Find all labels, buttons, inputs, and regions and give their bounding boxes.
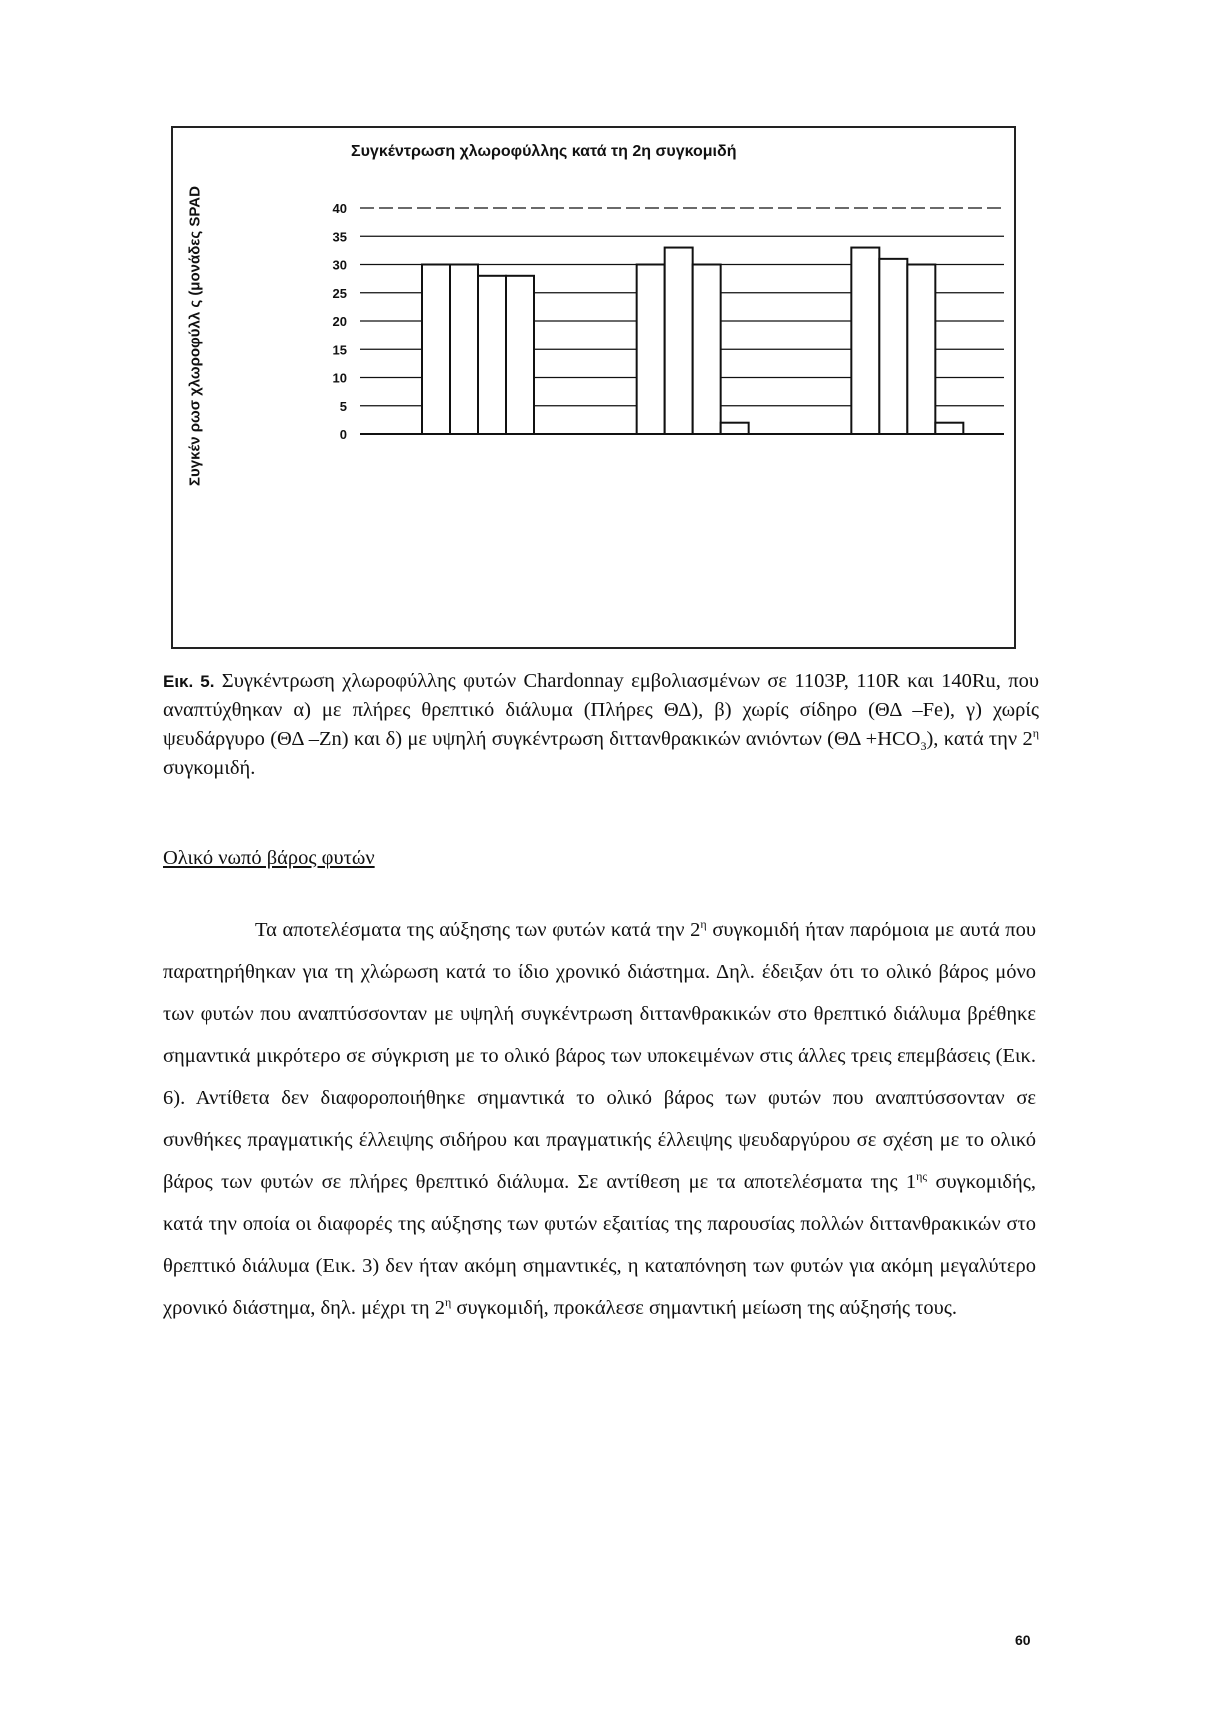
body-text-4: συγκομιδή, προκάλεσε σημαντική μείωση της αύξησής τους. [451,1297,958,1319]
chart-plot [0,0,1207,660]
bar [907,265,935,435]
bar [478,276,506,434]
y-tick-label: 0 [339,427,347,442]
bar [422,265,450,435]
body-paragraph [163,909,1036,1329]
body-text [163,909,1036,1329]
caption-superscript: η [1032,726,1039,741]
y-tick-label: 15 [332,342,347,358]
body-text-1: Τα αποτελέσματα της αύξησης των φυτών κατά την 2 [255,919,701,941]
chart-bars [422,248,963,434]
bar [879,259,907,434]
caption-text-2: ), κατά την 2 [926,728,1033,750]
y-tick-label: 40 [332,201,347,216]
bar [851,248,879,434]
chart-title: Συγκέντρωση χλωροφύλλης κατά τη 2η συγκομιδή [351,143,737,160]
bar [935,423,963,434]
body-text-2: συγκομιδή ήταν παρόμοια με αυτά που παρατηρήθηκαν για τη χλώρωση κατά το ίδιο χρονικό διάστημα. Δηλ. έδειξαν ότι το ολικό βάρος μόνο των φυτών που αναπτύσσονταν με υψηλή συγκέντρωση διττανθρακικών στο θρεπτικό διάλυμα βρέθηκε σημαντικά μικρότερο σε σύγκριση με το ολικό βάρος των υποκειμένων στις άλλες τρεις επεμβάσεις (Εικ. 6). Αντίθετα δεν διαφοροποιήθηκε σημαντικά το ολικό βάρος των φυτών που αναπτύσσονταν σε συνθήκες πραγματικής έλλειψης σιδήρου και πραγματικής έλλειψης ψευδαργύρου σε σχέση με το ολικό βάρος των φυτών σε πλήρες θρεπτικό διάλυμα. Σε αντίθεση με τα αποτελέσματα της 1 [163,919,1037,1193]
bar [450,265,478,435]
section-heading: Ολικό νωπό βάρος φυτών [163,847,375,869]
body-superscript-3: η [445,1295,452,1310]
y-axis-label-text: Συγκέν ρωσ χλωροφύλλ ς (μονάδες SPAD [186,186,204,486]
bar [693,265,721,435]
y-tick-label: 10 [332,370,347,386]
y-tick-label: 30 [332,257,347,273]
y-tick-label: 25 [332,285,347,301]
caption-text-1: Συγκέντρωση χλωροφύλλης φυτών Chardonnay εμβολιασμένων σε 1103P, 110R και 140Ru, που αναπτύχθηκαν α) με πλήρες θρεπτικό διάλυμα (Πλήρες ΘΔ), β) χωρίς σίδηρο (ΘΔ –Fe), γ) χωρίς ψευδάργυρο (ΘΔ –Zn) και δ) με υψηλή συγκέντρωση διττανθρακικών ανιόντων (ΘΔ +HCO [163,670,1039,750]
body-superscript-2: ης [916,1169,928,1184]
caption-text-3: συγκομιδή. [163,757,256,779]
bar [506,276,534,434]
y-tick-label: 5 [339,398,347,414]
body-superscript-1: η [700,917,707,932]
caption-label: Εικ. 5. [163,672,215,691]
bar [637,265,665,435]
bar [721,423,749,434]
chart-y-ticks [333,201,347,442]
body-text-3: συγκομιδής, κατά την οποία οι διαφορές της αύξησης των φυτών εξαιτίας της παρουσίας πολλών διττανθρακικών στο θρεπτικό διάλυμα (Εικ. 3) δεν ήταν ακόμη σημαντικές, η καταπόνηση των φυτών για ακόμη μεγαλύτερο χρονικό διάστημα, δηλ. μέχρι τη 2 [163,1171,1036,1319]
page-number: 60 [1015,1632,1031,1648]
caption-subscript: 3 [920,739,927,754]
bar [665,248,693,434]
y-tick-label: 20 [332,314,347,329]
figure-caption [163,667,1039,783]
y-tick-label: 35 [332,229,347,245]
